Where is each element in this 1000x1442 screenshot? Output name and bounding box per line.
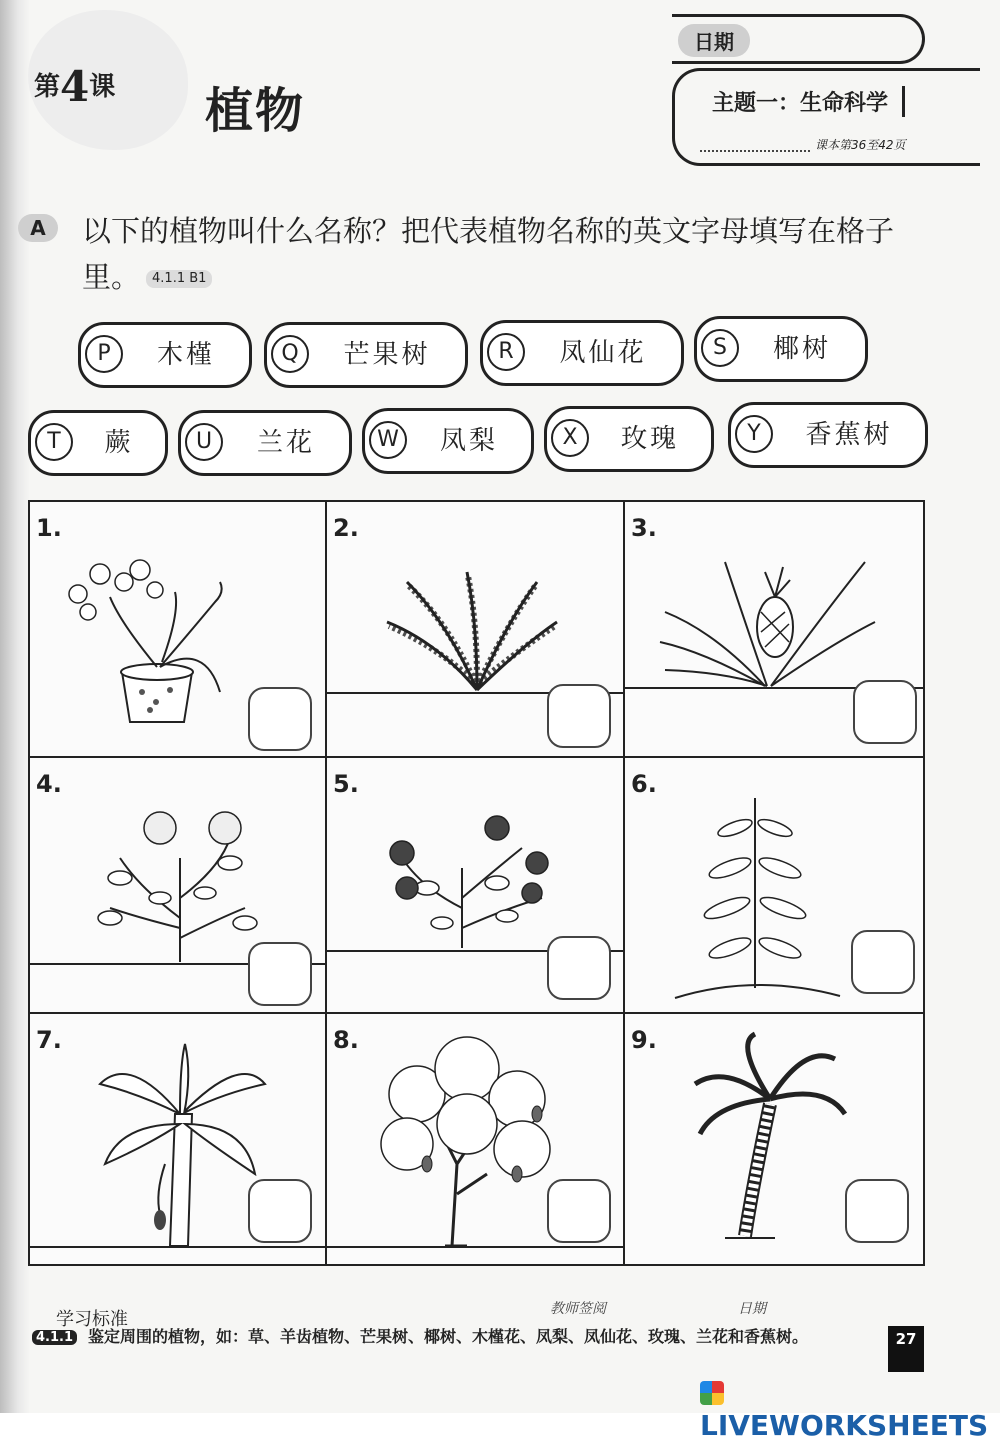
answer-box-8[interactable]	[547, 1179, 611, 1243]
option-name: 凤梨	[439, 426, 498, 456]
plant-cell-9	[623, 1012, 925, 1266]
textbook-reference: 课本第36至42页	[815, 138, 906, 152]
standard-code: 4.1.1	[32, 1330, 77, 1345]
liveworksheets-icon	[700, 1381, 724, 1405]
option-name: 椰树	[772, 334, 831, 364]
divider	[700, 150, 810, 152]
date-label: 日期	[678, 24, 750, 57]
option-letter: P	[85, 335, 123, 373]
answer-box-4[interactable]	[248, 942, 312, 1006]
option-chip-u	[178, 410, 352, 476]
plant-cell-5	[325, 756, 625, 1014]
option-chip-y	[728, 402, 928, 468]
option-name: 凤仙花	[559, 338, 647, 368]
cell-number: 1.	[36, 514, 62, 542]
plant-grid	[28, 500, 925, 1266]
option-chip-x	[544, 406, 714, 472]
plant-cell-2	[325, 500, 625, 758]
question-prompt: 以下的植物叫什么名称？把代表植物名称的英文字母填写在格子里。	[82, 214, 895, 294]
plant-cell-4	[28, 756, 327, 1014]
learning-standard-title: 学习标准	[56, 1309, 128, 1330]
answer-box-3[interactable]	[853, 680, 917, 744]
option-letter: R	[487, 333, 525, 371]
teacher-sign-label: 教师签阅	[550, 1301, 606, 1317]
cell-number: 9.	[631, 1026, 657, 1054]
option-name: 玫瑰	[620, 424, 679, 454]
theme-title: 主题一：生命科学	[712, 86, 905, 117]
standard-tag: 4.1.1 B1	[146, 270, 212, 288]
cell-number: 4.	[36, 770, 62, 798]
book-spine	[0, 0, 30, 1413]
option-letter: T	[35, 423, 73, 461]
answer-box-5[interactable]	[547, 936, 611, 1000]
cell-number: 5.	[333, 770, 359, 798]
option-chip-q	[264, 322, 468, 388]
option-name: 兰花	[256, 428, 315, 458]
option-chip-r	[480, 320, 684, 386]
answer-box-7[interactable]	[248, 1179, 312, 1243]
cell-number: 7.	[36, 1026, 62, 1054]
option-letter: Y	[735, 415, 773, 453]
option-name: 木槿	[156, 340, 215, 370]
standard-text: 鉴定周围的植物，如：草、羊齿植物、芒果树、椰树、木槿花、凤梨、凤仙花、玫瑰、兰花和香蕉树。	[88, 1327, 809, 1346]
page-title: 植物	[205, 83, 306, 139]
lesson-label	[34, 62, 115, 111]
plant-cell-1	[28, 500, 327, 758]
option-letter: Q	[271, 335, 309, 373]
answer-box-6[interactable]	[851, 930, 915, 994]
cell-number: 8.	[333, 1026, 359, 1054]
plant-cell-8	[325, 1012, 625, 1266]
plant-cell-3	[623, 500, 925, 758]
question-text	[82, 208, 922, 300]
plant-cell-6	[623, 756, 925, 1014]
cell-number: 6.	[631, 770, 657, 798]
lesson-prefix: 第	[34, 72, 61, 102]
option-chip-t	[28, 410, 168, 476]
liveworksheets-logo	[700, 1376, 1000, 1442]
answer-box-2[interactable]	[547, 684, 611, 748]
footer-date-label: 日期	[738, 1301, 766, 1317]
option-chip-p	[78, 322, 252, 388]
lesson-suffix: 课	[89, 72, 116, 102]
option-chip-s	[694, 316, 868, 382]
section-a-icon: A	[18, 214, 58, 242]
option-name: 香蕉树	[805, 420, 893, 450]
option-chip-w	[362, 408, 534, 474]
brand-text: LIVEWORKSHEETS	[700, 1409, 989, 1442]
option-name: 蕨	[104, 428, 134, 458]
lesson-number: 4	[60, 62, 90, 111]
option-letter: S	[701, 329, 739, 367]
page-number: 27	[888, 1326, 924, 1372]
answer-box-1[interactable]	[248, 687, 312, 751]
option-letter: U	[185, 423, 223, 461]
answer-box-9[interactable]	[845, 1179, 909, 1243]
learning-standard	[30, 1326, 882, 1372]
option-letter: W	[369, 421, 407, 459]
plant-cell-7	[28, 1012, 327, 1266]
cell-number: 2.	[333, 514, 359, 542]
cell-number: 3.	[631, 514, 657, 542]
option-letter: X	[551, 419, 589, 457]
option-name: 芒果树	[343, 340, 431, 370]
